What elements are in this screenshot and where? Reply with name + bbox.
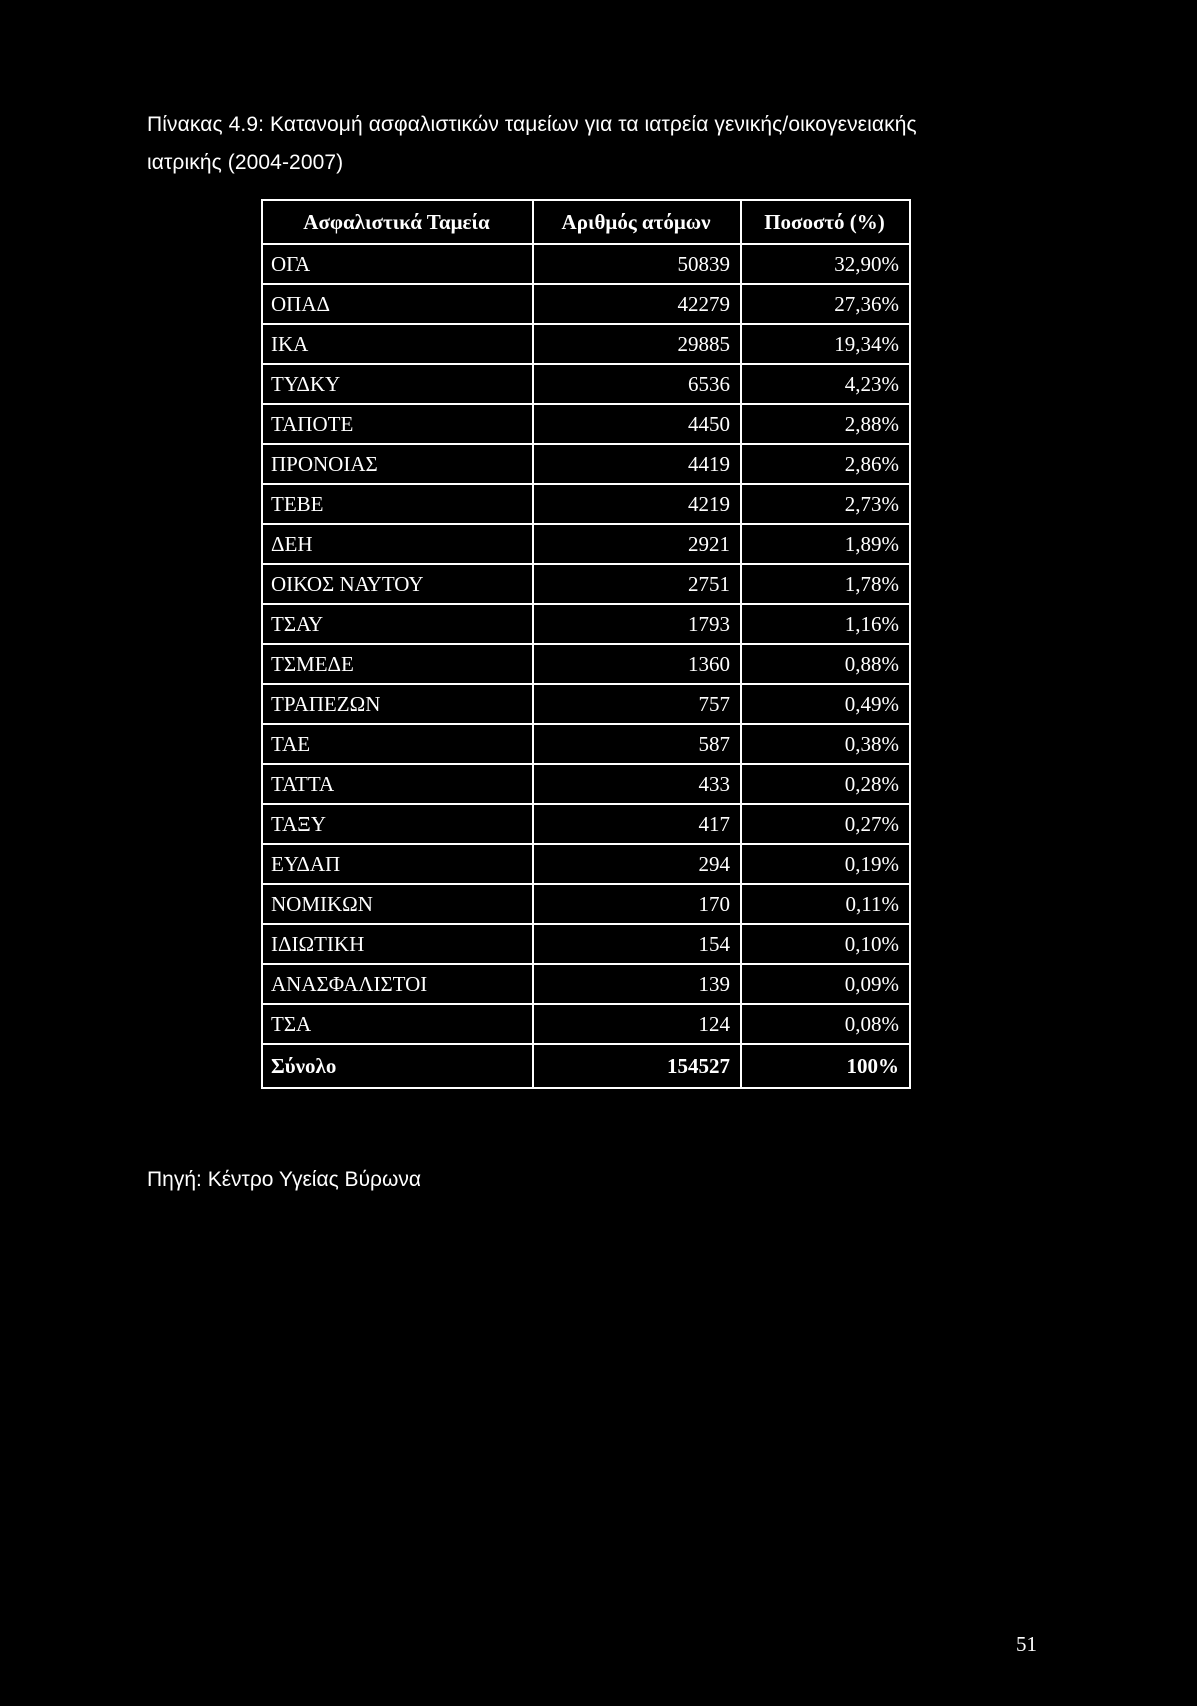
count-cell: 757 [533, 684, 741, 724]
percent-cell: 4,23% [741, 364, 910, 404]
table-row [262, 604, 910, 644]
fund-name-cell: ΠΡΟΝΟΙΑΣ [262, 444, 533, 484]
table-row [262, 244, 910, 284]
count-cell: 433 [533, 764, 741, 804]
fund-name-cell: ΟΠΑΔ [262, 284, 533, 324]
fund-name-cell: ΤΣΜΕΔΕ [262, 644, 533, 684]
table-row [262, 924, 910, 964]
count-cell: 294 [533, 844, 741, 884]
fund-name-cell: ΑΝΑΣΦΑΛΙΣΤΟΙ [262, 964, 533, 1004]
fund-name-cell: ΙΚΑ [262, 324, 533, 364]
table-row [262, 524, 910, 564]
header-percent: Ποσοστό (%) [741, 200, 910, 244]
fund-name-cell: ΤΡΑΠΕΖΩΝ [262, 684, 533, 724]
percent-cell: 1,16% [741, 604, 910, 644]
count-cell: 4219 [533, 484, 741, 524]
table-row [262, 884, 910, 924]
table-row [262, 564, 910, 604]
percent-cell: 27,36% [741, 284, 910, 324]
source-note: Πηγή: Κέντρο Υγείας Βύρωνα [147, 1168, 422, 1191]
count-cell: 587 [533, 724, 741, 764]
count-cell: 2921 [533, 524, 741, 564]
insurance-funds-table [261, 199, 911, 1089]
count-cell: 4450 [533, 404, 741, 444]
table-caption [147, 106, 1047, 182]
count-cell: 29885 [533, 324, 741, 364]
fund-name-cell: ΤΕΒΕ [262, 484, 533, 524]
fund-name-cell: ΝΟΜΙΚΩΝ [262, 884, 533, 924]
table-row [262, 964, 910, 1004]
fund-name-cell: ΤΥΔΚΥ [262, 364, 533, 404]
count-cell: 42279 [533, 284, 741, 324]
table-caption-line-1: Πίνακας 4.9: Κατανομή ασφαλιστικών ταμείων για τα ιατρεία γενικής/οικογενειακής [147, 113, 917, 136]
fund-name-cell: ΤΑΤΤΑ [262, 764, 533, 804]
header-funds: Ασφαλιστικά Ταμεία [262, 200, 533, 244]
count-cell: 4419 [533, 444, 741, 484]
table-row [262, 724, 910, 764]
table-row [262, 1004, 910, 1044]
table-row [262, 644, 910, 684]
percent-cell: 2,86% [741, 444, 910, 484]
header-count: Αριθμός ατόμων [533, 200, 741, 244]
percent-cell: 0,11% [741, 884, 910, 924]
fund-name-cell: ΤΑΠΟΤΕ [262, 404, 533, 444]
page-number: 51 [1016, 1632, 1037, 1656]
table-row [262, 444, 910, 484]
table-row [262, 764, 910, 804]
percent-cell: 2,73% [741, 484, 910, 524]
percent-cell: 0,09% [741, 964, 910, 1004]
percent-cell: 0,19% [741, 844, 910, 884]
count-cell: 154 [533, 924, 741, 964]
fund-name-cell: ΕΥΔΑΠ [262, 844, 533, 884]
count-cell: 170 [533, 884, 741, 924]
percent-cell: 0,27% [741, 804, 910, 844]
count-cell: 417 [533, 804, 741, 844]
percent-cell: 2,88% [741, 404, 910, 444]
percent-cell: 0,49% [741, 684, 910, 724]
table-row [262, 284, 910, 324]
count-cell: 6536 [533, 364, 741, 404]
percent-cell: 0,38% [741, 724, 910, 764]
fund-name-cell: ΤΑΕ [262, 724, 533, 764]
table-caption-line-2: ιατρικής (2004-2007) [147, 151, 344, 174]
table-row [262, 484, 910, 524]
table-row [262, 684, 910, 724]
count-cell: 50839 [533, 244, 741, 284]
table-row [262, 364, 910, 404]
total-label: Σύνολο [262, 1044, 533, 1088]
total-row [262, 1044, 910, 1088]
table-body [262, 244, 910, 1044]
fund-name-cell: ΟΓΑ [262, 244, 533, 284]
percent-cell: 1,78% [741, 564, 910, 604]
count-cell: 124 [533, 1004, 741, 1044]
total-percent: 100% [741, 1044, 910, 1088]
fund-name-cell: ΟΙΚΟΣ ΝΑΥΤΟΥ [262, 564, 533, 604]
percent-cell: 0,28% [741, 764, 910, 804]
count-cell: 2751 [533, 564, 741, 604]
total-count: 154527 [533, 1044, 741, 1088]
fund-name-cell: ΔΕΗ [262, 524, 533, 564]
percent-cell: 0,88% [741, 644, 910, 684]
percent-cell: 0,08% [741, 1004, 910, 1044]
table-header-row [262, 200, 910, 244]
table-row [262, 404, 910, 444]
table-row [262, 324, 910, 364]
count-cell: 1360 [533, 644, 741, 684]
count-cell: 139 [533, 964, 741, 1004]
fund-name-cell: ΤΣΑΥ [262, 604, 533, 644]
table-row [262, 844, 910, 884]
fund-name-cell: ΤΑΞΥ [262, 804, 533, 844]
fund-name-cell: ΤΣΑ [262, 1004, 533, 1044]
count-cell: 1793 [533, 604, 741, 644]
table-row [262, 804, 910, 844]
percent-cell: 19,34% [741, 324, 910, 364]
fund-name-cell: ΙΔΙΩΤΙΚΗ [262, 924, 533, 964]
percent-cell: 1,89% [741, 524, 910, 564]
percent-cell: 0,10% [741, 924, 910, 964]
percent-cell: 32,90% [741, 244, 910, 284]
